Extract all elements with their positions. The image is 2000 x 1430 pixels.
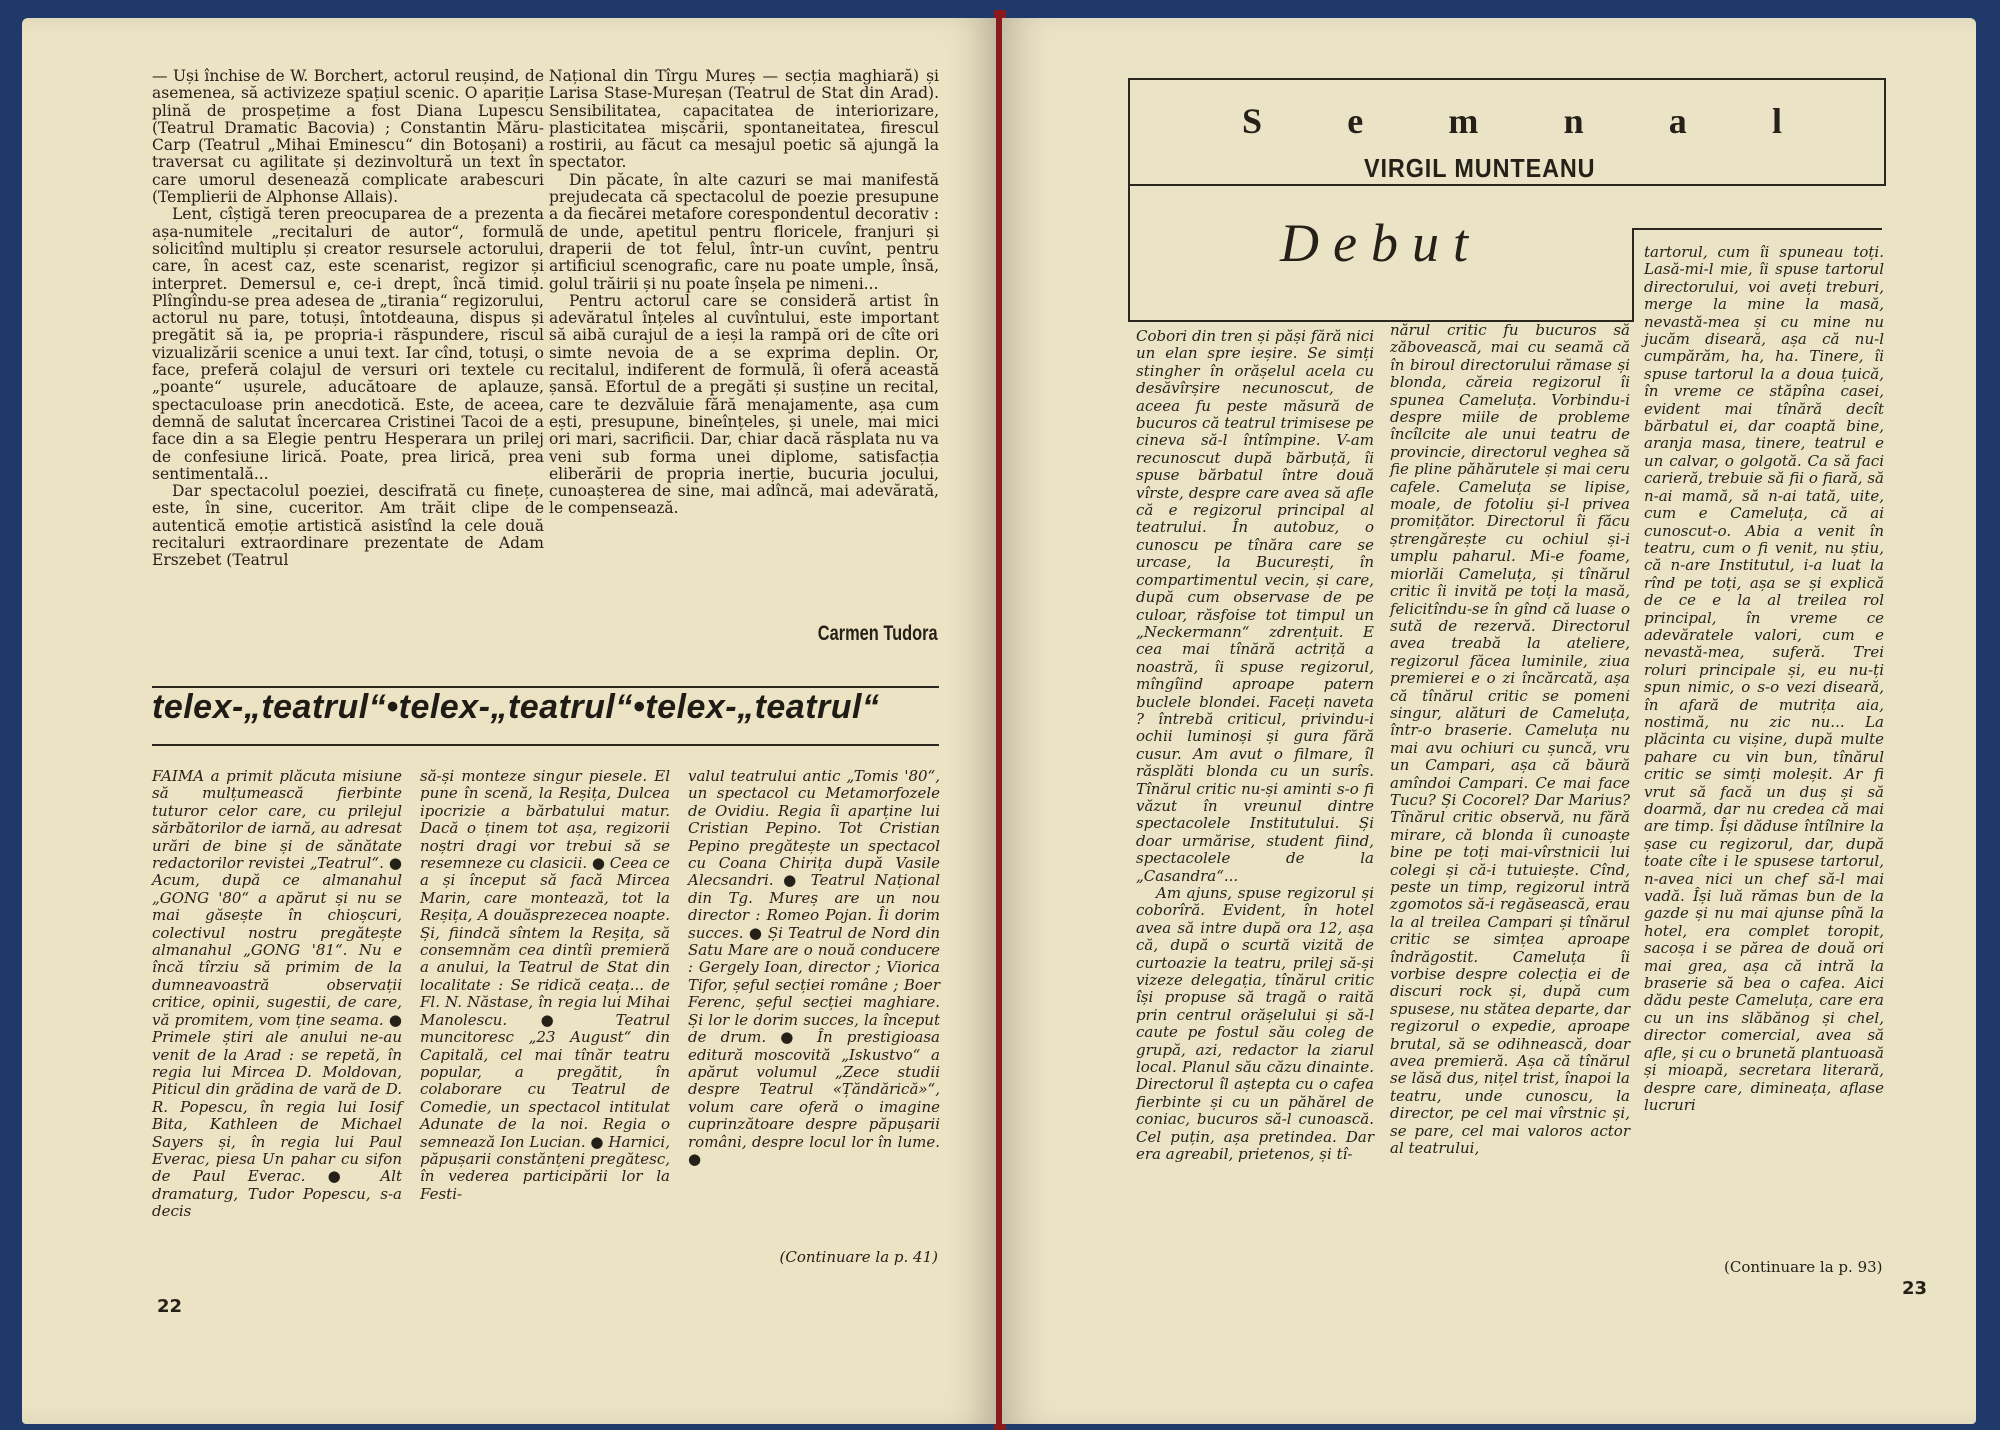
paragraph: Am ajuns, spuse regizorul și coborîră. Evident, în hotel avea să intre după ora 12, așa că, după o scurtă vizită de curtoazie la teatru, prilej să-și vizeze delegația, tînărul critic își propuse să tragă o raită prin centrul orășelului și să-l caute pe fostul său coleg de grupă, azi, redactor la ziarul local. Planul său căzu dinainte. Directorul îl aștepta cu o cafea fierbinte și cu un păhărel de coniac, bucuros să-l cunoască. Cel puțin, așa pretindea. Dar era agreabil, prietenos, și tî-: [1136, 884, 1374, 1164]
paragraph: să-și monteze singur piesele. El pune în scenă, la Reșița, Dulcea ipocrizie a bărbatului matur. Dacă o ținem tot așa, regizorii noștri dragi vor trebui să se resemneze cu clasicii. ● Ceea ce a și început să facă Mircea Marin, care montează, tot la Reșița, A douăsprezecea noapte. Și, fiindcă sîntem la Reșița, să consemnăm cea dintîi premieră a anului, la Teatrul de Stat din localitate : Se ridică ceața... de Fl. N. Năstase, în regia lui Mihai Manolescu. ● Teatrul muncitoresc „23 August“ din Capitală, cel mai tînăr teatru popular, a pregătit, în colaborare cu Teatrul de Comedie, un spectacol intitulat Adunate de la noi. Regia o semnează Ion Lucian. ● Harnici, păpușarii constănțeni pregătesc, în vederea participării lor la Festi-: [420, 767, 671, 1203]
story-title: Debut: [1280, 213, 1482, 273]
right-page: [1002, 18, 1976, 1424]
story-column-1: [1136, 328, 1374, 1164]
paragraph: FAIMA a primit plăcuta misiune să mulțumească fierbinte tuturor celor care, cu prilejul sărbătorilor de iarnă, au adresat urări de bine și de sănătate redactorilor revistei „Teatrul“. ● Acum, după ce almanahul „GONG '80“ a apărut și nu se mai găsește în chioșcuri, colectivul nostru pregătește almanahul „GONG '81“. Nu e încă tîrziu să primim de la dumneavoastră observații critice, opinii, sugestii, de care, vă promitem, vom ține seama. ● Primele știri ale anului ne-au venit de la Arad : se repetă, în regia lui Mircea D. Moldovan, Piticul din grădina de vară de D. R. Popescu, în regia lui Iosif Bita, Kathleen de Michael Sayers și, în regia lui Paul Everac, piesa Un pahar cu sifon de Paul Everac. ● Alt dramaturg, Tudor Popescu, s-a decis: [152, 767, 402, 1221]
telex-column-2: [420, 768, 670, 1203]
paragraph: nărul critic fu bucuros să zăbovească, mai cu seamă că în biroul directorului rămase și blonda, căreia regizorul îi spunea Cameluța. Vorbindu-i despre miile de probleme încîlcite ale unui teatru de provincie, directorul veghea să fie pline păhărutele și mai ceru cafele. Cameluța se lipise, moale, de fotoliu și-l privea promițător. Directorul îi făcu ștrengărește cu ochiul și-i umplu paharul. Mi-e foame, miorlăi Cameluța, și tînărul critic îi invită pe toți la masă, felicitîndu-se în gînd că luase o sută de rezervă. Directorul avea treabă la ateliere, regizorul făcea luminile, ziua premierei e o zi încărcată, așa că tînărul critic se pomeni singur, alături de Cameluța, într-o braserie. Cameluța nu mai avu ochiuri cu șuncă, vru un Campari, așa că băură amîndoi Campari. Ce mai face Tucu? Și Cocorel? Dar Marius? Tînărul critic observă, nu fără mirare, că blonda îi cunoaște bine pe toți mai-vîrstnicii lui colegi și că-i tutuiește. Cînd, peste un timp, regizorul intră zgomotos să-i regăsească, erau la al treilea Campari și tînărul critic se simțea aproape îndrăgostit. Cameluța îi vorbise despre colecția ei de discuri rock și, după cum spusese, nu stătea departe, dar regizorul o expedie, aproape brutal, să se odihnească, doar avea premieră. Așa că tînărul se lăsă dus, nițel trist, înapoi la teatru, unde cunoscu, la director, pe cel mai vîrstnic și, se pare, cel mai valoros actor al teatrului,: [1390, 321, 1630, 1158]
paragraph: Lent, cîștigă teren preocuparea de a prezenta așa-numitele „recitaluri de autor“, formulă solicitînd multiplu și creator resursele actorului, care, în acest caz, este scenarist, regizor și interpret. Demersul e, ce-i drept, încă timid. Plîngîndu-se prea adesea de „tirania“ regizorului, actorul nu pare, totuși, întotdeauna, dispus și pregătit să ia, pe propria-i răspundere, riscul vizualizării scenice a unui text. Iar cînd, totuși, o face, preferă colajul de versuri ori textele cu „poante“ ușurele, aducătoare de aplauze, spectaculoase prin anecdotică. Este, de aceea, demnă de salutat încercarea Cristinei Tacoi de a face din a sa Elegie pentru Hesperara un prilej de confesiune lirică. Poate, prea lirică, prea sentimentală...: [152, 205, 544, 483]
section-letter: n: [1563, 101, 1584, 141]
section-title: [1242, 100, 1782, 142]
author-name: VIRGIL MUNTEANU: [1364, 153, 1596, 183]
story-column-3: [1644, 244, 1884, 1114]
page-number: 22: [157, 1296, 183, 1317]
continuation-note: (Continuare la p. 41): [779, 1248, 938, 1266]
section-letter: m: [1448, 101, 1479, 141]
paragraph: Dar spectacolul poeziei, descifrată cu finețe, este, în sine, cuceritor. Am trăit clipe de autentică emoție artistică asistînd la cele două recitaluri extraordinare prezentate de Adam Erszebet (Teatrul: [152, 482, 544, 570]
paragraph: Național din Tîrgu Mureș — secția maghiară) și Larisa Stase-Mureșan (Teatrul de Stat din Arad). Sensibilitatea, capacitatea de interiorizare, plasticitatea mișcării, spontaneitatea, firescul rostirii, au făcut ca mesajul poetic să ajungă la spectator.: [549, 67, 939, 172]
frame-step-edge: [1632, 228, 1882, 230]
paragraph: Din păcate, în alte cazuri se mai manifestă prejudecata că spectacolul de poezie presupune a da fiecărei metafore corespondentul decorativ : de unde, apetitul pentru floricele, franjuri și draperii de tot felul, într-un cuvînt, pentru artificiul scenografic, care nu poate umple, însă, golul trăirii și nu poate înșela pe nimeni...: [549, 170, 939, 293]
section-letter: S: [1242, 101, 1263, 141]
telex-banner: telex-„teatrul“•telex-„teatrul“•telex-„teatrul“: [152, 688, 880, 726]
left-page: [22, 18, 996, 1424]
page-number: 23: [1902, 1278, 1928, 1299]
story-column-2: [1390, 322, 1630, 1158]
article-column-2: [549, 68, 939, 518]
paragraph: Cobori din tren și păși fără nici un elan spre ieșire. Se simți stingher în orășelul acela cu desăvîrșire necunoscut, de aceea fu peste măsură de bucuros că teatrul trimisese pe cineva să-l întîmpine. V-am recunoscut după bărbuță, îi spuse bărbatul între două vîrste, despre care avea să afle că e regizorul principal al teatrului. În autobuz, o cunoscu pe tînăra care se urcase, la București, în compartimentul vecin, și care, după cum observase de pe culoar, răsfoise tot timpul un „Neckermann“ zdrențuit. E cea mai tînără actriță a noastră, îi spuse regizorul, mîngîind aproape patern buclele blondei. Faceți naveta ? întrebă criticul, privindu-i ochii luminoși și gura fără cusur. Am avut o filmare, îl răsplăti blonda cu un surîs. Tînărul critic nu-și aminti s-o fi văzut în vreunul dintre spectacolele Institutului. Și doar urmărise, student fiind, spectacolele de la „Casandra“...: [1136, 327, 1374, 885]
author-signature: Carmen Tudora: [818, 622, 938, 645]
paragraph: Pentru actorul care se consideră artist în adevăratul înțeles al cuvîntului, este important să aibă curajul de a ieși la rampă ori de cîte ori simte nevoia de a se exprima deplin. Or, recitalul, indiferent de formulă, îi oferă această șansă. Efortul de a pregăti și susține un recital, care te dezvăluie fără menajamente, așa cum ești, presupune, bineînțeles, și unele, mai mici ori mari, sacrificii. Dar, chiar dacă răsplata nu va veni sub forma unei diplome, satisfacția eliberării de propria inerție, bucuria jocului, cunoașterea de sine, mai adîncă, mai adevărată, le compensează.: [549, 291, 939, 518]
article-column-1: [152, 68, 544, 570]
frame-inner-edge: [1632, 228, 1634, 322]
telex-column-1: [152, 768, 402, 1221]
divider: [152, 744, 939, 746]
section-letter: a: [1668, 101, 1687, 141]
paragraph: valul teatrului antic „Tomis '80“, un spectacol cu Metamorfozele de Ovidiu. Regia îi aparține lui Cristian Pepino. Tot Cristian Pepino pregătește un spectacol cu Coana Chirița după Vasile Alecsandri. ● Teatrul Național din Tg. Mureș are un nou director : Romeo Pojan. Îi dorim succes. ● Și Teatrul de Nord din Satu Mare are o nouă conducere : Gergely Ioan, director ; Viorica Tifor, șeful secției române ; Boer Ferenc, șeful secției maghiare. Și lor le dorim succes, la început de drum. ● În prestigioasa editură moscovită „Iskustvo“ a apărut volumul „Zece studii despre Teatrul «Țăndărică»“, volum care oferă o imagine cuprinzătoare despre păpușarii români, despre locul lor în lume. ●: [688, 767, 940, 1168]
paragraph: tartorul, cum îi spuneau toți. Lasă-mi-l mie, îi spuse tartorul directorului, voi aveți treburi, merge la mine la masă, nevastă-mea și cu mine nu jucăm diseară, așa că nu-l cumpărăm, ha, ha. Tinere, îi spuse tartorul la a doua țuică, în vreme ce stăpîna casei, evident mai tînără decît bărbatul ei, dar coaptă bine, aranja masa, tinere, teatrul e un calvar, o golgotă. Ca să faci carieră, trebuie să fii o fiară, să n-ai mamă, să n-ai tată, uite, cum e Cameluța, că ai cunoscut-o. Abia a venit în teatru, cum o fi venit, nu știu, că n-are Institutul, i-a luat la rînd pe toți, așa se și explică de ce e la al treilea rol principal, în vreme ce adevăratele valori, cum e nevastă-mea, suferă. Trei roluri principale și, eu nu-ți spun nimic, o s-o vezi diseară, în afară de mutrița aia, nostimă, nu zic nu... La plăcinta cu vișine, după multe pahare cu vin bun, tînărul critic se simți moleșit. Ar fi vrut să facă un duș și să doarmă, dar nu credea că mai are timp. Își dăduse întîlnire la șase cu regizorul, dar, după toate cîte i le spusese tartorul, n-avea nici un chef să-l mai vadă. Își luă rămas bun de la gazde și nu mai ajunse pînă la hotel, era complet toropit, sacoșa i se părea de două ori mai grea, așa că intră la braserie să bea o cafea. Aici dădu peste Cameluța, care era cu un ins slăbănog și chel, director comercial, avea să afle, și cu o brunetă plantuoasă și mioapă, secretara literară, despre care, dimineața, aflase lucruri: [1644, 243, 1884, 1114]
telex-column-3: [688, 768, 940, 1168]
paragraph: — Uși închise de W. Borchert, actorul reușind, de asemenea, să activizeze spațiul scenic. O apariție plină de prospețime a fost Diana Lupescu (Teatrul Dramatic Bacovia) ; Constantin Măru-Carp (Teatrul „Mihai Eminescu“ din Botoșani) a traversat cu agilitate și dezinvoltură un text în care umorul desenează complicate arabescuri (Templierii de Alphonse Allais).: [152, 67, 544, 207]
frame-left-edge: [1128, 182, 1130, 322]
section-letter: l: [1771, 101, 1782, 141]
continuation-note: (Continuare la p. 93): [1724, 1258, 1883, 1276]
section-letter: e: [1347, 101, 1364, 141]
